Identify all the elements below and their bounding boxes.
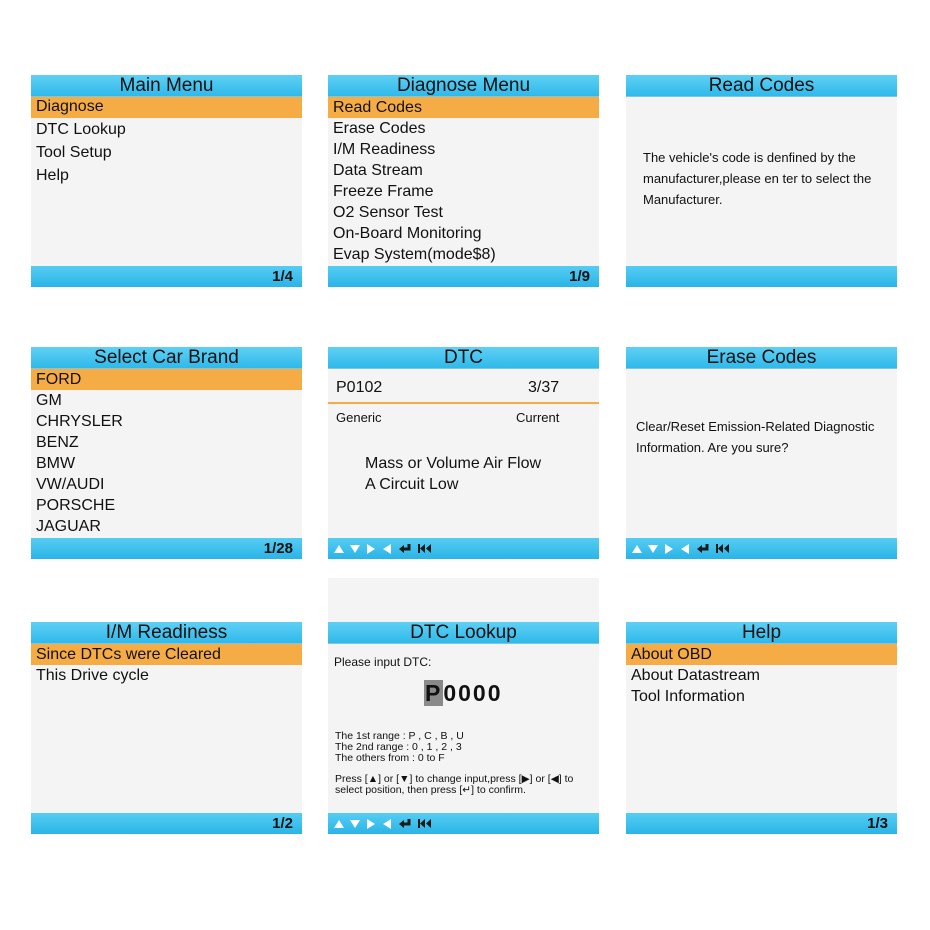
footer-bar (31, 538, 302, 559)
message-line: Clear/Reset Emission-Related Diagnostic (636, 419, 875, 434)
dtc-status: Current (516, 410, 560, 425)
enter-icon[interactable] (398, 543, 412, 554)
enter-icon[interactable] (398, 818, 412, 829)
menu-item-tool-setup[interactable]: Tool Setup (36, 144, 112, 161)
menu-item-dtc-lookup[interactable]: DTC Lookup (36, 121, 126, 138)
main-menu-title: Main Menu (31, 75, 302, 97)
page-indicator: 1/28 (263, 540, 293, 557)
brand-item-jaguar[interactable]: JAGUAR (36, 518, 101, 535)
right-arrow-icon: ▶ (521, 773, 530, 785)
message-line: The vehicle's code is denfined by the (643, 150, 856, 165)
input-digits[interactable]: 0000 (443, 680, 503, 706)
help-text: select position, then press [ (335, 784, 463, 796)
first-page-icon[interactable] (716, 543, 730, 554)
brand-item-ford[interactable]: FORD (36, 371, 82, 388)
help-item-about-datastream[interactable]: About Datastream (631, 667, 760, 684)
nav-icons (632, 541, 730, 556)
down-arrow-icon[interactable] (648, 544, 658, 554)
help-title: Help (626, 622, 897, 644)
down-arrow-icon[interactable] (350, 819, 360, 829)
nav-icons (334, 816, 432, 831)
dtc-title: DTC (328, 347, 599, 369)
main-menu-screen (31, 75, 302, 287)
range-line: The 2nd range : 0 , 1 , 2 , 3 (335, 741, 462, 753)
readiness-item-drive-cycle[interactable]: This Drive cycle (36, 667, 149, 684)
im-readiness-screen (31, 622, 302, 834)
menu-item-freeze-frame[interactable]: Freeze Frame (333, 183, 434, 200)
left-arrow-icon: ◀ (550, 773, 559, 785)
left-arrow-icon[interactable] (680, 544, 690, 554)
page-indicator: 1/9 (569, 268, 590, 285)
down-arrow-icon[interactable] (350, 544, 360, 554)
dtc-lookup-screen (328, 622, 599, 834)
up-arrow-icon[interactable] (334, 819, 344, 829)
brand-item-porsche[interactable]: PORSCHE (36, 497, 116, 514)
range-line: The 1st range : P , C , B , U (335, 730, 464, 742)
dtc-input-prompt: Please input DTC: (334, 655, 432, 669)
help-text: ] or [ (378, 773, 400, 785)
menu-item-evap-system[interactable]: Evap System(mode$8) (333, 246, 496, 263)
help-text: ] or [ (529, 773, 551, 785)
right-arrow-icon[interactable] (664, 544, 674, 554)
dtc-type: Generic (336, 410, 382, 425)
dtc-code: P0102 (336, 379, 383, 396)
up-arrow-icon[interactable] (334, 544, 344, 554)
footer-bar (626, 813, 897, 834)
brand-item-gm[interactable]: GM (36, 392, 62, 409)
divider (328, 402, 599, 404)
brand-item-benz[interactable]: BENZ (36, 434, 79, 451)
read-codes-screen (626, 75, 897, 287)
read-codes-message (643, 147, 871, 210)
message-line: manufacturer,please en ter to select the (643, 171, 872, 186)
im-readiness-title: I/M Readiness (31, 622, 302, 644)
menu-item-help[interactable]: Help (36, 167, 69, 184)
menu-item-data-stream[interactable]: Data Stream (333, 162, 423, 179)
help-text: ] to confirm. (471, 784, 526, 796)
enter-icon[interactable] (696, 543, 710, 554)
left-arrow-icon[interactable] (382, 544, 392, 554)
nav-icons (334, 541, 432, 556)
help-item-tool-information[interactable]: Tool Information (631, 688, 745, 705)
left-arrow-icon[interactable] (382, 819, 392, 829)
footer-bar (31, 266, 302, 287)
footer-bar (626, 266, 897, 287)
erase-codes-message (636, 416, 874, 458)
page-indicator: 1/2 (272, 815, 293, 832)
select-car-brand-screen (31, 347, 302, 559)
right-arrow-icon[interactable] (366, 819, 376, 829)
help-item-about-obd[interactable]: About OBD (631, 646, 712, 663)
menu-item-onboard-monitoring[interactable]: On-Board Monitoring (333, 225, 482, 242)
dtc-count: 3/37 (528, 379, 560, 396)
read-codes-title: Read Codes (626, 75, 897, 97)
menu-item-im-readiness[interactable]: I/M Readiness (333, 141, 436, 158)
page-indicator: 1/3 (867, 815, 888, 832)
menu-item-diagnose[interactable]: Diagnose (36, 98, 104, 115)
help-line (335, 785, 526, 796)
diagnose-menu-title: Diagnose Menu (328, 75, 599, 97)
brand-item-chrysler[interactable]: CHRYSLER (36, 413, 123, 430)
message-line: Manufacturer. (643, 192, 723, 207)
enter-icon: ↵ (462, 784, 472, 796)
panel-background-strip (328, 578, 599, 626)
readiness-item-since-cleared[interactable]: Since DTCs were Cleared (36, 646, 221, 663)
dtc-input-field[interactable] (424, 680, 503, 706)
select-brand-title: Select Car Brand (31, 347, 302, 369)
message-line: Information. Are you sure? (636, 440, 789, 455)
menu-item-erase-codes[interactable]: Erase Codes (333, 120, 426, 137)
brand-item-bmw[interactable]: BMW (36, 455, 76, 472)
erase-codes-screen (626, 347, 897, 559)
dtc-description-line: Mass or Volume Air Flow (365, 455, 542, 472)
down-arrow-icon: ▼ (399, 773, 410, 785)
dtc-description-line: A Circuit Low (365, 476, 459, 493)
help-text: Press [ (335, 773, 368, 785)
menu-item-read-codes[interactable]: Read Codes (333, 99, 422, 116)
input-cursor[interactable]: P (425, 680, 443, 706)
page-indicator: 1/4 (272, 268, 293, 285)
first-page-icon[interactable] (418, 818, 432, 829)
help-text: ] to (558, 773, 574, 785)
menu-item-o2-sensor-test[interactable]: O2 Sensor Test (333, 204, 443, 221)
range-line: The others from : 0 to F (335, 752, 445, 764)
erase-codes-title: Erase Codes (626, 347, 897, 369)
first-page-icon[interactable] (418, 543, 432, 554)
diagnose-menu-screen (328, 75, 599, 287)
footer-bar (31, 813, 302, 834)
dtc-lookup-title: DTC Lookup (328, 622, 599, 644)
footer-bar (328, 538, 599, 559)
dtc-screen (328, 347, 599, 559)
help-text: ] to change input,press [ (409, 773, 522, 785)
footer-bar (328, 266, 599, 287)
brand-item-vw-audi[interactable]: VW/AUDI (36, 476, 105, 493)
right-arrow-icon[interactable] (366, 544, 376, 554)
footer-bar (626, 538, 897, 559)
up-arrow-icon: ▲ (367, 773, 379, 785)
footer-bar (328, 813, 599, 834)
up-arrow-icon[interactable] (632, 544, 642, 554)
help-screen (626, 622, 897, 834)
